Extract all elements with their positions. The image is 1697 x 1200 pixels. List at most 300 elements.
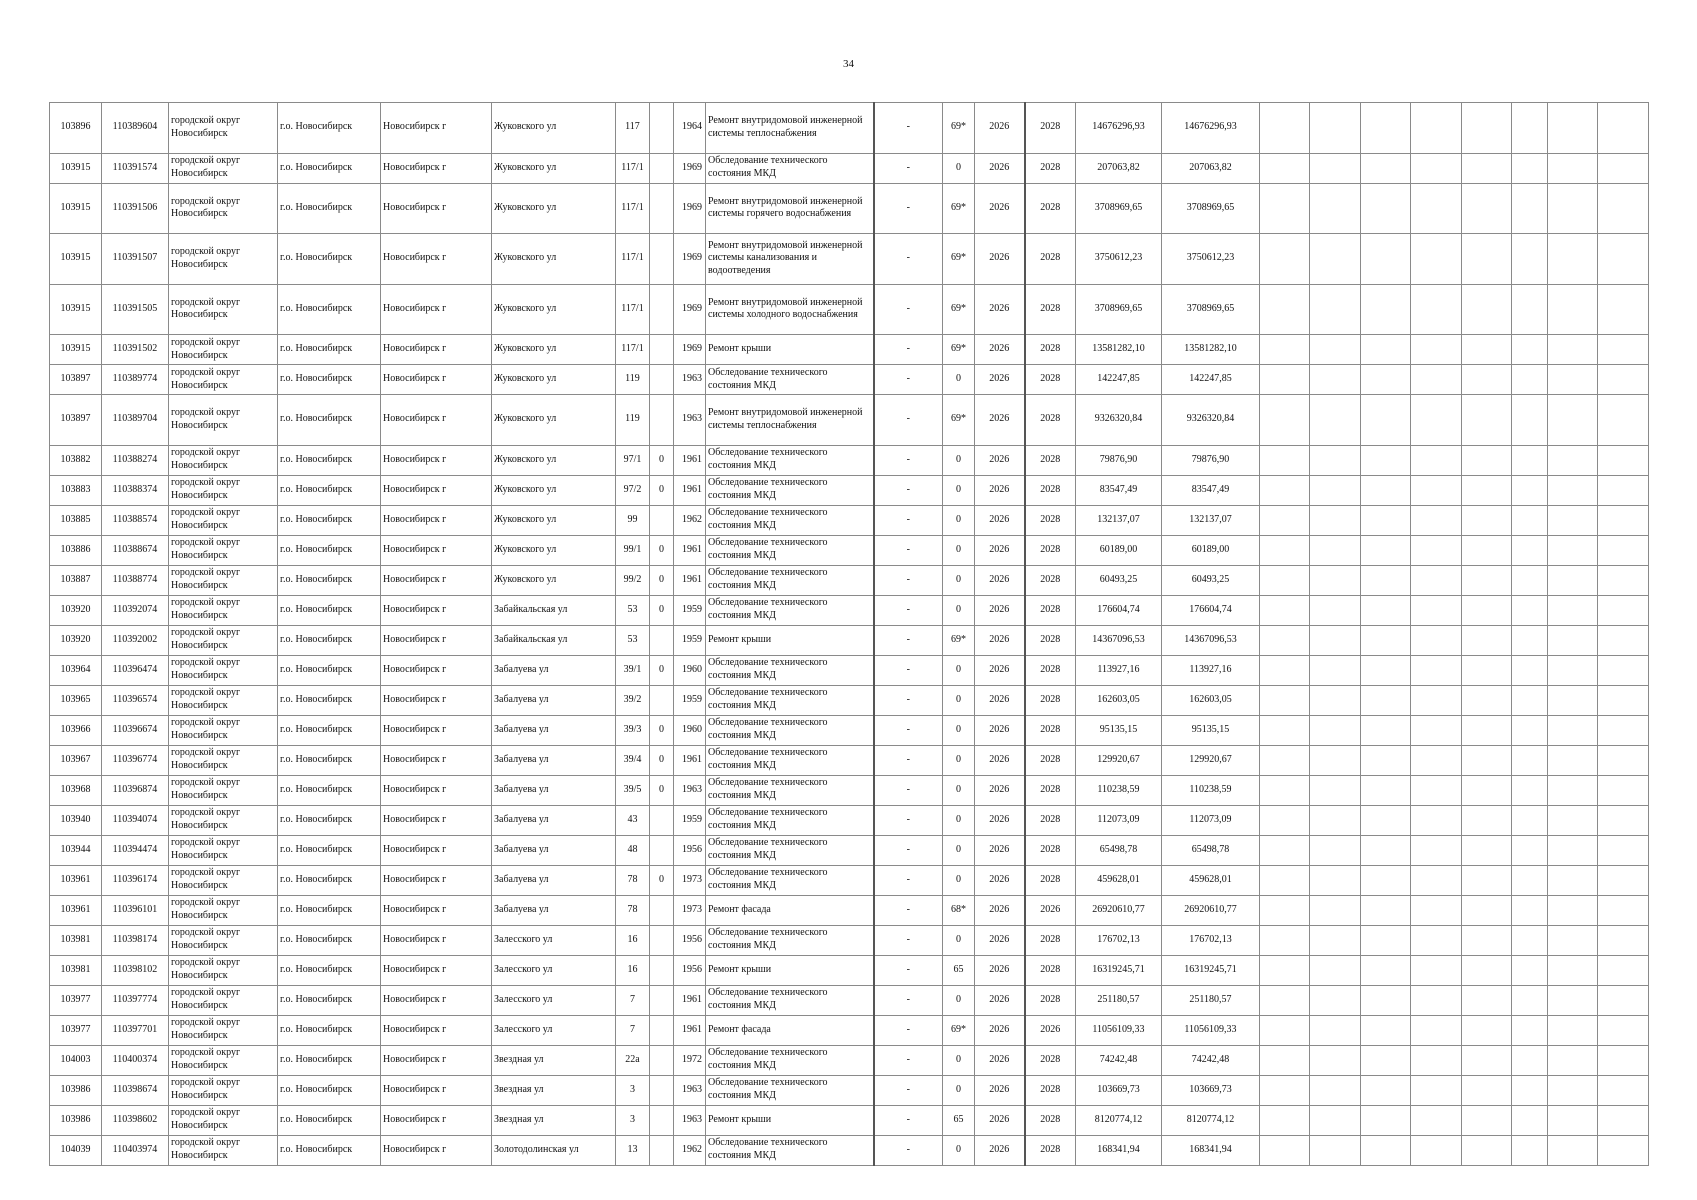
cell-empty — [1548, 715, 1598, 745]
cell-street: Забалуева ул — [492, 865, 616, 895]
cell-empty — [1260, 655, 1310, 685]
cell-empty — [1310, 625, 1361, 655]
cell-year-start: 2026 — [975, 284, 1025, 335]
cell-empty — [1462, 1075, 1512, 1105]
cell-year-start: 2026 — [975, 103, 1025, 154]
cell-empty — [1361, 1015, 1411, 1045]
cell-block — [650, 835, 674, 865]
cell-street: Жуковского ул — [492, 445, 616, 475]
cell-empty — [1310, 565, 1361, 595]
cell-empty — [1462, 895, 1512, 925]
cell-block — [650, 183, 674, 234]
table-row — [50, 1045, 1649, 1075]
cell-id: 103915 — [50, 183, 102, 234]
table-row — [50, 955, 1649, 985]
cell-municipality: городской округ Новосибирск — [169, 103, 278, 154]
cell-block — [650, 985, 674, 1015]
cell-year: 1963 — [674, 365, 706, 395]
cell-empty — [1512, 335, 1548, 365]
cell-district: г.о. Новосибирск — [278, 865, 381, 895]
cell-empty — [1548, 1135, 1598, 1165]
cell-street: Жуковского ул — [492, 335, 616, 365]
cell-district: г.о. Новосибирск — [278, 183, 381, 234]
cell-year-end: 2028 — [1025, 955, 1076, 985]
cell-empty — [1310, 234, 1361, 285]
cell-empty — [1310, 805, 1361, 835]
table-row — [50, 505, 1649, 535]
cell-house: 39/3 — [616, 715, 650, 745]
cell-empty — [1462, 505, 1512, 535]
cell-cost-fund: 112073,09 — [1162, 805, 1260, 835]
table-row — [50, 1075, 1649, 1105]
cell-city: Новосибирск г — [381, 985, 492, 1015]
cell-city: Новосибирск г — [381, 234, 492, 285]
cell-block — [650, 1075, 674, 1105]
cell-year: 1963 — [674, 1105, 706, 1135]
cell-cost-fund: 142247,85 — [1162, 365, 1260, 395]
cell-dash: - — [874, 103, 943, 154]
cell-block — [650, 1105, 674, 1135]
cell-year-start: 2026 — [975, 475, 1025, 505]
cell-house: 99/1 — [616, 535, 650, 565]
cell-empty — [1462, 955, 1512, 985]
cell-empty — [1411, 865, 1462, 895]
cell-cost-total: 11056109,33 — [1076, 1015, 1162, 1045]
cell-empty — [1598, 365, 1649, 395]
cell-empty — [1548, 284, 1598, 335]
cell-street: Жуковского ул — [492, 365, 616, 395]
cell-cost-total: 110238,59 — [1076, 775, 1162, 805]
cell-year-start: 2026 — [975, 1075, 1025, 1105]
cell-street: Жуковского ул — [492, 103, 616, 154]
cell-empty — [1361, 475, 1411, 505]
cell-municipality: городской округ Новосибирск — [169, 1045, 278, 1075]
cell-empty — [1411, 775, 1462, 805]
cell-code: 110397701 — [102, 1015, 169, 1045]
page-number: 34 — [843, 58, 854, 70]
cell-year: 1960 — [674, 715, 706, 745]
cell-empty — [1598, 805, 1649, 835]
table-row — [50, 234, 1649, 285]
cell-empty — [1512, 395, 1548, 446]
cell-city: Новосибирск г — [381, 565, 492, 595]
table-row — [50, 365, 1649, 395]
cell-cost-total: 65498,78 — [1076, 835, 1162, 865]
cell-empty — [1598, 1045, 1649, 1075]
cell-municipality: городской округ Новосибирск — [169, 445, 278, 475]
cell-cost-fund: 162603,05 — [1162, 685, 1260, 715]
cell-dash: - — [874, 284, 943, 335]
cell-empty — [1411, 955, 1462, 985]
cell-cost-total: 176702,13 — [1076, 925, 1162, 955]
cell-empty — [1361, 335, 1411, 365]
cell-code: 110394474 — [102, 835, 169, 865]
cell-year: 1961 — [674, 985, 706, 1015]
cell-street: Забалуева ул — [492, 835, 616, 865]
cell-code: 110392074 — [102, 595, 169, 625]
cell-year-start: 2026 — [975, 625, 1025, 655]
cell-empty — [1411, 685, 1462, 715]
cell-empty — [1598, 775, 1649, 805]
cell-district: г.о. Новосибирск — [278, 805, 381, 835]
cell-city: Новосибирск г — [381, 745, 492, 775]
cell-dash: - — [874, 445, 943, 475]
cell-year-start: 2026 — [975, 1045, 1025, 1075]
cell-dash: - — [874, 775, 943, 805]
cell-empty — [1462, 625, 1512, 655]
cell-empty — [1411, 595, 1462, 625]
cell-year-end: 2028 — [1025, 284, 1076, 335]
table-row — [50, 1105, 1649, 1135]
table-body — [50, 103, 1649, 1166]
cell-work-type: Ремонт фасада — [706, 1015, 874, 1045]
cell-empty — [1411, 985, 1462, 1015]
cell-empty — [1512, 153, 1548, 183]
cell-code: 110391502 — [102, 335, 169, 365]
cell-year-end: 2028 — [1025, 775, 1076, 805]
cell-id: 103887 — [50, 565, 102, 595]
cell-city: Новосибирск г — [381, 535, 492, 565]
cell-dash: - — [874, 365, 943, 395]
cell-id: 104039 — [50, 1135, 102, 1165]
cell-empty — [1361, 955, 1411, 985]
cell-district: г.о. Новосибирск — [278, 395, 381, 446]
cell-city: Новосибирск г — [381, 395, 492, 446]
cell-year-start: 2026 — [975, 835, 1025, 865]
cell-empty — [1512, 865, 1548, 895]
cell-empty — [1512, 625, 1548, 655]
cell-percent: 0 — [943, 775, 975, 805]
cell-work-type: Обследование технического состояния МКД — [706, 535, 874, 565]
cell-district: г.о. Новосибирск — [278, 595, 381, 625]
cell-municipality: городской округ Новосибирск — [169, 715, 278, 745]
cell-code: 110388574 — [102, 505, 169, 535]
cell-cost-total: 103669,73 — [1076, 1075, 1162, 1105]
cell-id: 103965 — [50, 685, 102, 715]
cell-empty — [1361, 625, 1411, 655]
cell-percent: 69* — [943, 395, 975, 446]
cell-code: 110388774 — [102, 565, 169, 595]
cell-municipality: городской округ Новосибирск — [169, 565, 278, 595]
cell-dash: - — [874, 685, 943, 715]
cell-code: 110396874 — [102, 775, 169, 805]
cell-empty — [1598, 535, 1649, 565]
cell-cost-total: 9326320,84 — [1076, 395, 1162, 446]
cell-empty — [1411, 1045, 1462, 1075]
cell-code: 110396174 — [102, 865, 169, 895]
cell-empty — [1310, 715, 1361, 745]
cell-year-end: 2028 — [1025, 655, 1076, 685]
cell-work-type: Обследование технического состояния МКД — [706, 475, 874, 505]
cell-code: 110396101 — [102, 895, 169, 925]
cell-city: Новосибирск г — [381, 1105, 492, 1135]
cell-cost-total: 132137,07 — [1076, 505, 1162, 535]
cell-work-type: Обследование технического состояния МКД — [706, 565, 874, 595]
cell-work-type: Обследование технического состояния МКД — [706, 365, 874, 395]
cell-empty — [1512, 1045, 1548, 1075]
cell-cost-total: 60189,00 — [1076, 535, 1162, 565]
cell-work-type: Обследование технического состояния МКД — [706, 745, 874, 775]
cell-cost-fund: 11056109,33 — [1162, 1015, 1260, 1045]
cell-percent: 0 — [943, 505, 975, 535]
cell-empty — [1411, 1135, 1462, 1165]
cell-id: 103885 — [50, 505, 102, 535]
cell-empty — [1512, 895, 1548, 925]
cell-year-end: 2028 — [1025, 1045, 1076, 1075]
cell-house: 117/1 — [616, 153, 650, 183]
cell-dash: - — [874, 535, 943, 565]
cell-work-type: Обследование технического состояния МКД — [706, 715, 874, 745]
cell-cost-fund: 113927,16 — [1162, 655, 1260, 685]
cell-code: 110388274 — [102, 445, 169, 475]
cell-block — [650, 1135, 674, 1165]
table-row — [50, 183, 1649, 234]
cell-street: Забалуева ул — [492, 775, 616, 805]
cell-block: 0 — [650, 565, 674, 595]
cell-house: 53 — [616, 625, 650, 655]
cell-empty — [1260, 183, 1310, 234]
cell-empty — [1310, 1135, 1361, 1165]
cell-id: 103981 — [50, 925, 102, 955]
cell-id: 103883 — [50, 475, 102, 505]
cell-municipality: городской округ Новосибирск — [169, 1105, 278, 1135]
cell-block — [650, 1015, 674, 1045]
cell-year-end: 2028 — [1025, 1075, 1076, 1105]
cell-empty — [1310, 925, 1361, 955]
cell-street: Жуковского ул — [492, 475, 616, 505]
cell-empty — [1548, 183, 1598, 234]
cell-district: г.о. Новосибирск — [278, 655, 381, 685]
cell-empty — [1462, 985, 1512, 1015]
cell-cost-total: 14367096,53 — [1076, 625, 1162, 655]
cell-work-type: Обследование технического состояния МКД — [706, 153, 874, 183]
cell-empty — [1598, 505, 1649, 535]
table-row — [50, 335, 1649, 365]
cell-empty — [1548, 395, 1598, 446]
cell-cost-fund: 65498,78 — [1162, 835, 1260, 865]
cell-empty — [1548, 335, 1598, 365]
cell-block: 0 — [650, 535, 674, 565]
cell-work-type: Ремонт крыши — [706, 335, 874, 365]
cell-house: 119 — [616, 395, 650, 446]
table-row — [50, 925, 1649, 955]
cell-cost-fund: 129920,67 — [1162, 745, 1260, 775]
cell-year-start: 2026 — [975, 805, 1025, 835]
cell-empty — [1548, 505, 1598, 535]
cell-empty — [1260, 153, 1310, 183]
cell-city: Новосибирск г — [381, 835, 492, 865]
cell-empty — [1361, 445, 1411, 475]
cell-street: Залесского ул — [492, 925, 616, 955]
cell-empty — [1548, 595, 1598, 625]
cell-empty — [1598, 955, 1649, 985]
table-row — [50, 835, 1649, 865]
cell-cost-fund: 459628,01 — [1162, 865, 1260, 895]
cell-year-end: 2028 — [1025, 153, 1076, 183]
cell-empty — [1310, 153, 1361, 183]
cell-empty — [1361, 865, 1411, 895]
cell-code: 110389704 — [102, 395, 169, 446]
cell-municipality: городской округ Новосибирск — [169, 865, 278, 895]
cell-block: 0 — [650, 475, 674, 505]
cell-empty — [1598, 183, 1649, 234]
cell-cost-fund: 207063,82 — [1162, 153, 1260, 183]
cell-id: 103961 — [50, 865, 102, 895]
cell-cost-fund: 176702,13 — [1162, 925, 1260, 955]
cell-percent: 69* — [943, 625, 975, 655]
cell-year-end: 2028 — [1025, 1135, 1076, 1165]
cell-empty — [1361, 284, 1411, 335]
cell-code: 110389774 — [102, 365, 169, 395]
cell-percent: 0 — [943, 745, 975, 775]
cell-street: Жуковского ул — [492, 535, 616, 565]
table-row — [50, 865, 1649, 895]
cell-municipality: городской округ Новосибирск — [169, 655, 278, 685]
cell-id: 103882 — [50, 445, 102, 475]
cell-empty — [1361, 103, 1411, 154]
cell-percent: 0 — [943, 445, 975, 475]
cell-year-start: 2026 — [975, 655, 1025, 685]
cell-cost-fund: 14676296,93 — [1162, 103, 1260, 154]
cell-empty — [1310, 365, 1361, 395]
cell-cost-fund: 83547,49 — [1162, 475, 1260, 505]
cell-empty — [1512, 835, 1548, 865]
cell-empty — [1361, 505, 1411, 535]
cell-empty — [1512, 775, 1548, 805]
table-row — [50, 284, 1649, 335]
cell-empty — [1310, 183, 1361, 234]
cell-percent: 0 — [943, 805, 975, 835]
cell-year: 1973 — [674, 895, 706, 925]
cell-empty — [1361, 805, 1411, 835]
cell-street: Жуковского ул — [492, 284, 616, 335]
cell-year-end: 2028 — [1025, 505, 1076, 535]
cell-year-end: 2028 — [1025, 595, 1076, 625]
cell-district: г.о. Новосибирск — [278, 1135, 381, 1165]
cell-district: г.о. Новосибирск — [278, 895, 381, 925]
cell-block: 0 — [650, 865, 674, 895]
cell-year-start: 2026 — [975, 183, 1025, 234]
cell-year: 1963 — [674, 1075, 706, 1105]
cell-empty — [1548, 625, 1598, 655]
cell-empty — [1462, 234, 1512, 285]
cell-empty — [1260, 1135, 1310, 1165]
cell-block: 0 — [650, 595, 674, 625]
cell-empty — [1411, 103, 1462, 154]
cell-cost-fund: 95135,15 — [1162, 715, 1260, 745]
cell-work-type: Обследование технического состояния МКД — [706, 1045, 874, 1075]
cell-empty — [1512, 535, 1548, 565]
cell-empty — [1462, 284, 1512, 335]
cell-empty — [1548, 775, 1598, 805]
cell-house: 16 — [616, 955, 650, 985]
cell-empty — [1260, 925, 1310, 955]
cell-empty — [1310, 745, 1361, 775]
table-row — [50, 535, 1649, 565]
cell-dash: - — [874, 1135, 943, 1165]
cell-empty — [1598, 1105, 1649, 1135]
cell-work-type: Обследование технического состояния МКД — [706, 655, 874, 685]
cell-empty — [1512, 565, 1548, 595]
cell-cost-fund: 79876,90 — [1162, 445, 1260, 475]
cell-year-end: 2028 — [1025, 685, 1076, 715]
cell-house: 39/4 — [616, 745, 650, 775]
cell-empty — [1598, 1015, 1649, 1045]
cell-cost-fund: 3708969,65 — [1162, 284, 1260, 335]
cell-house: 22а — [616, 1045, 650, 1075]
cell-empty — [1361, 715, 1411, 745]
cell-empty — [1598, 655, 1649, 685]
cell-city: Новосибирск г — [381, 505, 492, 535]
cell-empty — [1310, 335, 1361, 365]
cell-year: 1959 — [674, 625, 706, 655]
cell-street: Звездная ул — [492, 1105, 616, 1135]
cell-cost-total: 129920,67 — [1076, 745, 1162, 775]
cell-year: 1961 — [674, 1015, 706, 1045]
cell-house: 78 — [616, 865, 650, 895]
cell-code: 110391505 — [102, 284, 169, 335]
cell-municipality: городской округ Новосибирск — [169, 335, 278, 365]
cell-year: 1956 — [674, 955, 706, 985]
capital-repair-table — [49, 102, 1649, 1166]
cell-empty — [1411, 365, 1462, 395]
cell-code: 110398602 — [102, 1105, 169, 1135]
cell-year: 1962 — [674, 505, 706, 535]
cell-empty — [1512, 685, 1548, 715]
cell-dash: - — [874, 1105, 943, 1135]
cell-empty — [1548, 655, 1598, 685]
cell-year: 1959 — [674, 685, 706, 715]
cell-percent: 69* — [943, 1015, 975, 1045]
cell-municipality: городской округ Новосибирск — [169, 955, 278, 985]
cell-code: 110391574 — [102, 153, 169, 183]
cell-house: 78 — [616, 895, 650, 925]
cell-city: Новосибирск г — [381, 1045, 492, 1075]
cell-empty — [1310, 685, 1361, 715]
cell-empty — [1361, 565, 1411, 595]
cell-year-end: 2028 — [1025, 565, 1076, 595]
cell-empty — [1260, 284, 1310, 335]
cell-city: Новосибирск г — [381, 595, 492, 625]
cell-work-type: Ремонт фасада — [706, 895, 874, 925]
cell-empty — [1462, 1105, 1512, 1135]
cell-percent: 65 — [943, 1105, 975, 1135]
cell-cost-fund: 9326320,84 — [1162, 395, 1260, 446]
cell-work-type: Обследование технического состояния МКД — [706, 775, 874, 805]
table-row — [50, 655, 1649, 685]
cell-id: 103915 — [50, 234, 102, 285]
cell-dash: - — [874, 805, 943, 835]
cell-empty — [1512, 183, 1548, 234]
cell-house: 39/5 — [616, 775, 650, 805]
cell-city: Новосибирск г — [381, 284, 492, 335]
cell-district: г.о. Новосибирск — [278, 745, 381, 775]
cell-code: 110397774 — [102, 985, 169, 1015]
cell-year-end: 2026 — [1025, 895, 1076, 925]
cell-id: 103940 — [50, 805, 102, 835]
cell-district: г.о. Новосибирск — [278, 925, 381, 955]
cell-id: 103897 — [50, 365, 102, 395]
cell-work-type: Обследование технического состояния МКД — [706, 595, 874, 625]
cell-empty — [1411, 1015, 1462, 1045]
cell-empty — [1260, 685, 1310, 715]
cell-work-type: Ремонт крыши — [706, 1105, 874, 1135]
cell-empty — [1411, 715, 1462, 745]
cell-empty — [1512, 745, 1548, 775]
cell-empty — [1462, 103, 1512, 154]
cell-empty — [1462, 1015, 1512, 1045]
cell-block: 0 — [650, 745, 674, 775]
